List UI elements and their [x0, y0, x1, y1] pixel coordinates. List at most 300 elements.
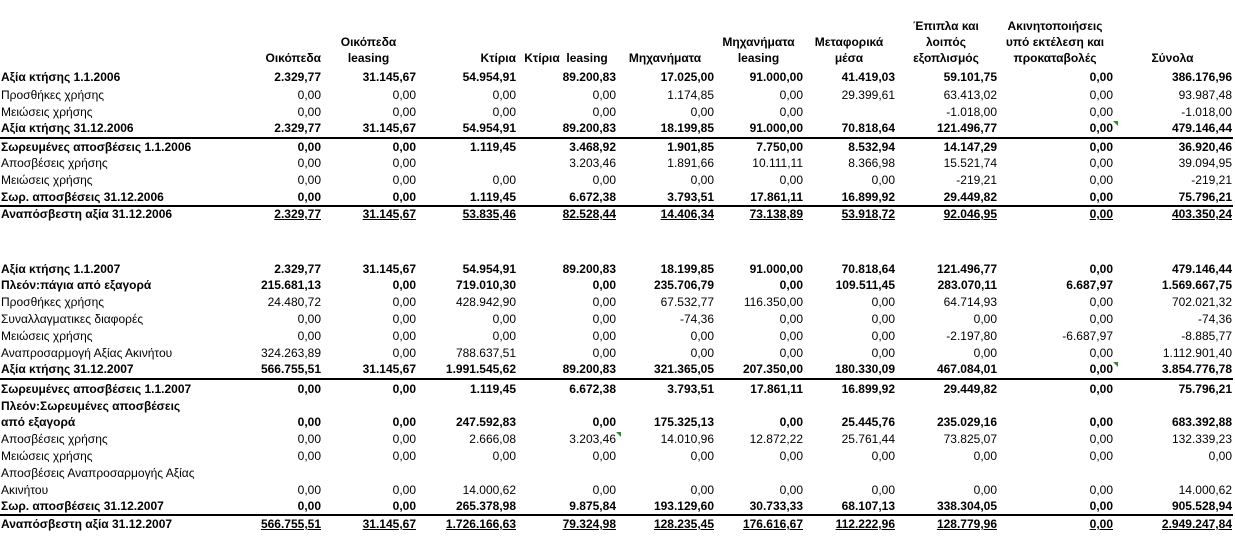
- header-ktiria-leasing: [516, 0, 616, 66]
- cell-value[interactable]: 0,00: [392, 140, 416, 154]
- cell-value[interactable]: 3.203,46: [569, 156, 616, 170]
- cell-value[interactable]: 53.835,46: [462, 207, 516, 221]
- cell-value[interactable]: [321, 465, 416, 481]
- cell-value[interactable]: 702.021,32: [1171, 295, 1232, 309]
- cell-value[interactable]: 1.119,45: [469, 140, 516, 154]
- cell-value[interactable]: 0,00: [1089, 483, 1113, 497]
- row-label[interactable]: Πλεόν:πάγια από εξαγορά: [1, 278, 152, 292]
- row-label[interactable]: Προσθήκες χρήσης: [1, 295, 105, 309]
- cell-value[interactable]: 70.818,64: [841, 262, 895, 276]
- row-label[interactable]: από εξαγορά: [1, 415, 76, 429]
- cell-value[interactable]: 428.942,90: [455, 295, 516, 309]
- cell-value[interactable]: 89.200,83: [562, 262, 616, 276]
- cell-value[interactable]: 479.146,44: [1171, 121, 1232, 135]
- cell-value[interactable]: 31.145,67: [362, 517, 416, 531]
- cell-value[interactable]: 14.000,62: [462, 483, 516, 497]
- cell-value[interactable]: 0,00: [779, 483, 803, 497]
- cell-value[interactable]: 89.200,83: [562, 70, 616, 84]
- cell-value[interactable]: 0,00: [592, 449, 616, 463]
- cell-value[interactable]: 1.119,45: [469, 382, 516, 396]
- cell-value[interactable]: 0,00: [392, 499, 416, 513]
- cell-value[interactable]: 0,00: [297, 173, 321, 187]
- cell-value[interactable]: 25.445,76: [841, 415, 895, 429]
- cell-value[interactable]: 112.222,96: [835, 517, 895, 531]
- cell-value[interactable]: [895, 465, 997, 481]
- header-label: Μεταφορικά μέσα: [814, 35, 884, 65]
- cell-value[interactable]: 566.755,51: [260, 517, 321, 531]
- cell-value[interactable]: -219,21: [956, 173, 997, 187]
- cell-value[interactable]: 31.145,67: [362, 207, 416, 221]
- header-label: Μηχανήματα leasing: [722, 35, 795, 65]
- row-label[interactable]: Μειώσεις χρήσης: [1, 105, 93, 119]
- cell-value[interactable]: 0,00: [1089, 295, 1113, 309]
- row-label[interactable]: Πλεόν:Σωρευμένες αποσβέσεις: [1, 399, 181, 413]
- cell-value[interactable]: 75.796,21: [1178, 382, 1232, 396]
- cell-value[interactable]: 321.365,05: [653, 362, 714, 376]
- cell-value[interactable]: 0,00: [492, 88, 516, 102]
- cell-value[interactable]: 1.891,66: [667, 156, 714, 170]
- cell-value[interactable]: 0,00: [297, 329, 321, 343]
- cell-value[interactable]: 0,00: [690, 105, 714, 119]
- cell-value[interactable]: 0,00: [392, 190, 416, 204]
- cell-value[interactable]: 67.532,77: [660, 295, 714, 309]
- table-row: [0, 311, 1235, 327]
- cell-value[interactable]: 31.145,67: [362, 70, 416, 84]
- cell-value[interactable]: 0,00: [392, 346, 416, 360]
- cell-value[interactable]: 479.146,44: [1171, 262, 1232, 276]
- cell-value[interactable]: 176.616,67: [742, 517, 803, 531]
- cell-value[interactable]: 16.899,92: [841, 382, 895, 396]
- table-row: [0, 155, 1235, 171]
- row-label[interactable]: Αναπόσβεστη αξία 31.12.2007: [1, 517, 173, 531]
- cell-value[interactable]: -6.687,97: [1062, 329, 1113, 343]
- cell-value[interactable]: 0,00: [690, 329, 714, 343]
- table-row: [0, 448, 1235, 464]
- cell-value[interactable]: 75.796,21: [1178, 190, 1232, 204]
- cell-value[interactable]: 0,00: [592, 415, 616, 429]
- cell-value[interactable]: [714, 465, 803, 481]
- cell-value[interactable]: 0,00: [1089, 173, 1113, 187]
- cell-value[interactable]: [416, 465, 516, 481]
- cell-value[interactable]: 1.901,85: [667, 140, 714, 154]
- cell-value[interactable]: 0,00: [392, 173, 416, 187]
- header-michanimata: [616, 0, 714, 66]
- cell-value[interactable]: 25.761,44: [841, 432, 895, 446]
- table-row: [0, 361, 1235, 377]
- cell-value[interactable]: 0,00: [392, 278, 416, 292]
- cell-value[interactable]: 0,00: [297, 105, 321, 119]
- table-row: [0, 414, 1235, 430]
- cell-value[interactable]: 121.496,77: [936, 121, 997, 135]
- cell-value[interactable]: 0,00: [973, 346, 997, 360]
- cell-value[interactable]: 39.094,95: [1178, 156, 1232, 170]
- cell-value[interactable]: 128.235,45: [653, 517, 714, 531]
- cell-value[interactable]: 0,00: [779, 329, 803, 343]
- cell-value[interactable]: 1.991.545,62: [445, 362, 516, 376]
- cell-value[interactable]: 0,00: [1089, 382, 1113, 396]
- cell-value[interactable]: 0,00: [592, 483, 616, 497]
- cell-value[interactable]: 91.000,00: [749, 262, 803, 276]
- cell-value[interactable]: 70.818,64: [841, 121, 895, 135]
- cell-value[interactable]: 0,00: [973, 483, 997, 497]
- cell-value[interactable]: 89.200,83: [562, 121, 616, 135]
- cell-value[interactable]: 0,00: [973, 312, 997, 326]
- cell-value[interactable]: 0,00: [492, 312, 516, 326]
- cell-value[interactable]: 14.406,34: [660, 207, 714, 221]
- cell-value[interactable]: 14.000,62: [1178, 483, 1232, 497]
- cell-value[interactable]: 467.084,01: [936, 362, 997, 376]
- cell-value[interactable]: 0,00: [779, 346, 803, 360]
- cell-value[interactable]: 3.203,46: [569, 432, 616, 446]
- cell-value[interactable]: 31.145,67: [362, 262, 416, 276]
- cell-value[interactable]: 1.569.667,75: [1161, 278, 1232, 292]
- row-label[interactable]: Αποσβέσεις Αναπροσαρμογής Αξίας: [1, 466, 195, 480]
- cell-value[interactable]: 0,00: [297, 382, 321, 396]
- cell-value[interactable]: 235.706,79: [653, 278, 714, 292]
- cell-value[interactable]: 29.399,61: [841, 88, 895, 102]
- cell-value[interactable]: 29.449,82: [943, 190, 997, 204]
- cell-value[interactable]: -8.885,77: [1181, 329, 1232, 343]
- cell-value[interactable]: 0,00: [392, 432, 416, 446]
- cell-value[interactable]: 283.070,11: [937, 278, 997, 292]
- cell-value[interactable]: 0,00: [592, 88, 616, 102]
- cell-value[interactable]: 0,00: [1089, 362, 1113, 376]
- row-label[interactable]: Αξία κτήσης 1.1.2007: [1, 262, 121, 276]
- table-row: [0, 277, 1235, 293]
- header-label: Οικόπεδα leasing: [340, 35, 397, 65]
- cell-value[interactable]: 193.129,60: [653, 499, 714, 513]
- cell-value[interactable]: 0,00: [592, 295, 616, 309]
- cell-value[interactable]: 89.200,83: [562, 362, 616, 376]
- cell-value[interactable]: 235.029,16: [936, 415, 997, 429]
- cell-value[interactable]: 0,00: [297, 499, 321, 513]
- cell-value[interactable]: 73.138,89: [749, 207, 803, 221]
- row-label[interactable]: Μειώσεις χρήσης: [1, 449, 93, 463]
- cell-value[interactable]: 0,00: [492, 105, 516, 119]
- table-row: [0, 189, 1235, 205]
- cell-value[interactable]: 31.145,67: [362, 121, 416, 135]
- cell-value[interactable]: 17.025,00: [660, 70, 714, 84]
- header-label: Μηχανήματα: [628, 51, 702, 65]
- cell-value[interactable]: 8.532,94: [848, 140, 895, 154]
- cell-value[interactable]: [803, 398, 895, 414]
- cell-value[interactable]: 0,00: [492, 449, 516, 463]
- cell-value[interactable]: [895, 398, 997, 414]
- cell-value[interactable]: 0,00: [392, 382, 416, 396]
- cell-value[interactable]: 0,00: [392, 449, 416, 463]
- cell-value[interactable]: 16.899,92: [841, 190, 895, 204]
- cell-value[interactable]: 121.496,77: [936, 262, 997, 276]
- cell-value[interactable]: [616, 465, 714, 481]
- cell-value[interactable]: [321, 398, 416, 414]
- cell-value[interactable]: [416, 155, 516, 171]
- cell-value[interactable]: 0,00: [690, 173, 714, 187]
- cell-value[interactable]: -2.197,80: [946, 329, 997, 343]
- cell-value[interactable]: 14.147,29: [943, 140, 997, 154]
- row-label[interactable]: Σωρ. αποσβέσεις 31.12.2006: [1, 190, 164, 204]
- cell-value[interactable]: 0,00: [297, 156, 321, 170]
- cell-value[interactable]: 15.521,74: [943, 156, 997, 170]
- row-label[interactable]: Αναπροσαρμογή Αξίας Ακινήτου: [1, 346, 173, 360]
- cell-value[interactable]: 0,00: [1089, 70, 1113, 84]
- cell-value[interactable]: 0,00: [690, 346, 714, 360]
- cell-value[interactable]: 0,00: [392, 295, 416, 309]
- cell-value[interactable]: 0,00: [690, 449, 714, 463]
- cell-value[interactable]: 0,00: [392, 312, 416, 326]
- cell-value[interactable]: 0,00: [592, 346, 616, 360]
- cell-value[interactable]: 0,00: [779, 278, 803, 292]
- cell-value[interactable]: 0,00: [871, 449, 895, 463]
- cell-value[interactable]: -74,36: [1197, 312, 1232, 326]
- cell-value[interactable]: 109.511,45: [835, 278, 895, 292]
- cell-value[interactable]: 17.861,11: [750, 190, 803, 204]
- cell-value[interactable]: 0,00: [779, 449, 803, 463]
- cell-value[interactable]: 2.329,77: [274, 262, 321, 276]
- cell-value[interactable]: 0,00: [297, 415, 321, 429]
- cell-value[interactable]: 93.987,48: [1178, 88, 1232, 102]
- cell-value[interactable]: 0,00: [592, 105, 616, 119]
- cell-value[interactable]: 0,00: [392, 415, 416, 429]
- cell-value[interactable]: 1.112.901,40: [1162, 346, 1232, 360]
- cell-value[interactable]: 0,00: [297, 449, 321, 463]
- cell-value[interactable]: 0,00: [1089, 88, 1113, 102]
- row-label[interactable]: Αξία κτήσης 1.1.2006: [1, 70, 121, 84]
- cell-value[interactable]: 0,00: [392, 88, 416, 102]
- header-label: Κτίρια leasing: [524, 51, 608, 65]
- cell-value[interactable]: 0,00: [492, 173, 516, 187]
- cell-value[interactable]: [1113, 465, 1232, 481]
- cell-value[interactable]: [997, 465, 1113, 481]
- table-row: [0, 87, 1235, 103]
- cell-value[interactable]: 17.861,11: [750, 382, 803, 396]
- cell-value[interactable]: 0,00: [779, 173, 803, 187]
- cell-value[interactable]: 0,00: [392, 483, 416, 497]
- cell-value[interactable]: 0,00: [297, 190, 321, 204]
- cell-value[interactable]: 79.324,98: [562, 517, 616, 531]
- row-label[interactable]: Προσθήκες χρήσης: [1, 88, 105, 102]
- cell-value[interactable]: 29.449,82: [943, 382, 997, 396]
- cell-value[interactable]: 59.101,75: [943, 70, 997, 84]
- cell-value[interactable]: 788.637,51: [455, 346, 516, 360]
- cell-value[interactable]: 0,00: [392, 329, 416, 343]
- cell-value[interactable]: 0,00: [871, 295, 895, 309]
- cell-value[interactable]: 30.733,33: [749, 499, 803, 513]
- cell-value[interactable]: 82.528,44: [562, 207, 616, 221]
- cell-value[interactable]: 0,00: [871, 346, 895, 360]
- cell-value[interactable]: 54.954,91: [462, 70, 516, 84]
- cell-value[interactable]: -1.018,00: [946, 105, 997, 119]
- cell-value[interactable]: [226, 465, 321, 481]
- cell-value[interactable]: 64.714,93: [943, 295, 997, 309]
- cell-value[interactable]: 36.920,46: [1178, 140, 1232, 154]
- row-label[interactable]: Συναλλαγματικες διαφορές: [1, 312, 144, 326]
- table-row: [0, 120, 1235, 136]
- cell-value[interactable]: 132.339,23: [1171, 432, 1232, 446]
- cell-value[interactable]: 247.592,83: [455, 415, 516, 429]
- row-label[interactable]: Μειώσεις χρήσης: [1, 173, 93, 187]
- cell-value[interactable]: 719.010,30: [455, 278, 516, 292]
- cell-value[interactable]: [616, 398, 714, 414]
- row-label[interactable]: Αποσβέσεις χρήσης: [1, 156, 108, 170]
- cell-value[interactable]: 566.755,51: [260, 362, 321, 376]
- cell-value[interactable]: 41.419,03: [841, 70, 895, 84]
- header-michanimata-leasing: [714, 0, 803, 66]
- cell-value[interactable]: [997, 398, 1113, 414]
- cell-value[interactable]: [803, 465, 895, 481]
- cell-value[interactable]: -74,36: [679, 312, 714, 326]
- cell-value[interactable]: 0,00: [1089, 499, 1113, 513]
- cell-value[interactable]: 3.854.776,78: [1161, 362, 1232, 376]
- cell-value[interactable]: 1.726.166,63: [445, 517, 516, 531]
- cell-value[interactable]: [516, 398, 616, 414]
- cell-value[interactable]: 6.672,38: [569, 382, 616, 396]
- cell-value[interactable]: 0,00: [1089, 449, 1113, 463]
- header-oikopeda: [226, 0, 321, 66]
- cell-value[interactable]: 180.330,09: [834, 362, 895, 376]
- cell-value[interactable]: 3.793,51: [667, 190, 714, 204]
- row-label[interactable]: Σωρευμένες αποσβέσεις 1.1.2006: [1, 140, 192, 154]
- cell-value[interactable]: 10.111,11: [752, 156, 803, 170]
- cell-value[interactable]: 0,00: [392, 105, 416, 119]
- cell-value[interactable]: [714, 398, 803, 414]
- cell-value[interactable]: 683.392,88: [1171, 415, 1232, 429]
- cell-value[interactable]: -219,21: [1191, 173, 1232, 187]
- cell-value[interactable]: 0,00: [1089, 140, 1113, 154]
- cell-value[interactable]: 0,00: [1089, 346, 1113, 360]
- cell-value[interactable]: [516, 465, 616, 481]
- cell-value[interactable]: 0,00: [297, 140, 321, 154]
- comment-marker-icon[interactable]: [1113, 362, 1118, 367]
- cell-value[interactable]: 905.528,94: [1171, 499, 1232, 513]
- cell-value[interactable]: 0,00: [592, 312, 616, 326]
- cell-value[interactable]: 68.107,13: [841, 499, 895, 513]
- comment-marker-icon[interactable]: [616, 432, 621, 437]
- cell-value[interactable]: 0,00: [297, 312, 321, 326]
- cell-value[interactable]: 0,00: [392, 156, 416, 170]
- cell-value[interactable]: 0,00: [1089, 312, 1113, 326]
- cell-value[interactable]: 215.681,13: [260, 278, 321, 292]
- cell-value[interactable]: 2.329,77: [274, 121, 321, 135]
- cell-value[interactable]: 2.949.247,84: [1161, 517, 1232, 531]
- cell-value[interactable]: 1.174,85: [667, 88, 714, 102]
- row-label[interactable]: Ακινήτου: [1, 483, 49, 497]
- table-row: [0, 398, 1235, 414]
- cell-value[interactable]: 0,00: [871, 329, 895, 343]
- cell-value[interactable]: 0,00: [779, 88, 803, 102]
- cell-value[interactable]: 18.199,85: [660, 121, 714, 135]
- row-label[interactable]: Αναπόσβεστη αξία 31.12.2006: [1, 207, 173, 221]
- cell-value[interactable]: 175.325,13: [653, 415, 714, 429]
- cell-value[interactable]: [226, 398, 321, 414]
- cell-value[interactable]: 7.750,00: [756, 140, 803, 154]
- cell-value[interactable]: 0,00: [1089, 121, 1113, 135]
- cell-value[interactable]: 24.480,72: [267, 295, 321, 309]
- cell-value[interactable]: 338.304,05: [936, 499, 997, 513]
- cell-value[interactable]: -1.018,00: [1181, 105, 1232, 119]
- cell-value[interactable]: [416, 398, 516, 414]
- cell-value[interactable]: 0,00: [1089, 432, 1113, 446]
- cell-value[interactable]: 54.954,91: [462, 262, 516, 276]
- header-metaforika: [803, 0, 895, 66]
- cell-value[interactable]: 2.329,77: [274, 70, 321, 84]
- cell-value[interactable]: 0,00: [779, 312, 803, 326]
- cell-value[interactable]: 2.666,08: [469, 432, 516, 446]
- cell-value[interactable]: 0,00: [690, 483, 714, 497]
- comment-marker-icon[interactable]: [1113, 121, 1118, 126]
- cell-value[interactable]: 0,00: [1208, 449, 1232, 463]
- cell-value[interactable]: 0,00: [297, 88, 321, 102]
- cell-value[interactable]: 92.046,95: [943, 207, 997, 221]
- cell-value[interactable]: 3.793,51: [667, 382, 714, 396]
- cell-value[interactable]: 403.350,24: [1171, 207, 1232, 221]
- cell-value[interactable]: 8.366,98: [848, 156, 895, 170]
- cell-value[interactable]: 3.468,92: [569, 140, 616, 154]
- cell-value[interactable]: 0,00: [592, 173, 616, 187]
- cell-value[interactable]: 0,00: [871, 312, 895, 326]
- cell-value[interactable]: 0,00: [297, 483, 321, 497]
- row-label[interactable]: Αξία κτήσης 31.12.2007: [1, 362, 134, 376]
- cell-value[interactable]: 0,00: [1089, 262, 1113, 276]
- cell-value[interactable]: [803, 104, 895, 120]
- cell-value[interactable]: 0,00: [779, 105, 803, 119]
- cell-value[interactable]: 0,00: [297, 432, 321, 446]
- cell-value[interactable]: 265.378,98: [455, 499, 516, 513]
- row-label[interactable]: Αξία κτήσης 31.12.2006: [1, 121, 134, 135]
- cell-value[interactable]: 53.918,72: [841, 207, 895, 221]
- cell-value[interactable]: 0,00: [1089, 105, 1113, 119]
- cell-value[interactable]: 0,00: [871, 173, 895, 187]
- row-label[interactable]: Αποσβέσεις χρήσης: [1, 432, 108, 446]
- row-label[interactable]: Σωρ. αποσβέσεις 31.12.2007: [1, 499, 164, 513]
- cell-value[interactable]: 2.329,77: [274, 207, 321, 221]
- cell-value[interactable]: 0,00: [779, 415, 803, 429]
- table-row: [0, 104, 1235, 120]
- cell-value[interactable]: 0,00: [592, 278, 616, 292]
- cell-value[interactable]: 91.000,00: [749, 121, 803, 135]
- cell-value[interactable]: 14.010,96: [660, 432, 714, 446]
- row-label[interactable]: Μειώσεις χρήσης: [1, 329, 93, 343]
- cell-value[interactable]: 63.413,02: [943, 88, 997, 102]
- cell-value[interactable]: 6.687,97: [1066, 278, 1113, 292]
- cell-value[interactable]: 0,00: [1089, 156, 1113, 170]
- cell-value[interactable]: 91.000,00: [749, 70, 803, 84]
- cell-value[interactable]: 31.145,67: [362, 362, 416, 376]
- cell-value[interactable]: 116.350,00: [743, 295, 803, 309]
- cell-value[interactable]: 0,00: [1089, 190, 1113, 204]
- row-label[interactable]: Σωρευμένες αποσβέσεις 1.1.2007: [1, 382, 192, 396]
- cell-value[interactable]: 54.954,91: [462, 121, 516, 135]
- cell-value[interactable]: 73.825,07: [943, 432, 997, 446]
- cell-value[interactable]: 1.119,45: [469, 190, 516, 204]
- cell-value[interactable]: 9.875,84: [569, 499, 616, 513]
- cell-value[interactable]: 0,00: [1089, 415, 1113, 429]
- cell-value[interactable]: 0,00: [1089, 207, 1113, 221]
- cell-value[interactable]: [1113, 398, 1232, 414]
- cell-value[interactable]: 0,00: [1089, 517, 1113, 531]
- table-row: [0, 261, 1235, 277]
- cell-value[interactable]: 324.263,89: [260, 346, 321, 360]
- cell-value[interactable]: 0,00: [871, 483, 895, 497]
- cell-value[interactable]: 207.350,00: [742, 362, 803, 376]
- cell-value[interactable]: 386.176,96: [1171, 70, 1232, 84]
- cell-value[interactable]: 18.199,85: [660, 262, 714, 276]
- cell-value[interactable]: 6.672,38: [569, 190, 616, 204]
- cell-value[interactable]: 0,00: [973, 449, 997, 463]
- cell-value[interactable]: 0,00: [592, 329, 616, 343]
- cell-value[interactable]: 0,00: [492, 329, 516, 343]
- cell-value[interactable]: 128.779,96: [936, 517, 997, 531]
- cell-value[interactable]: 12.872,22: [749, 432, 803, 446]
